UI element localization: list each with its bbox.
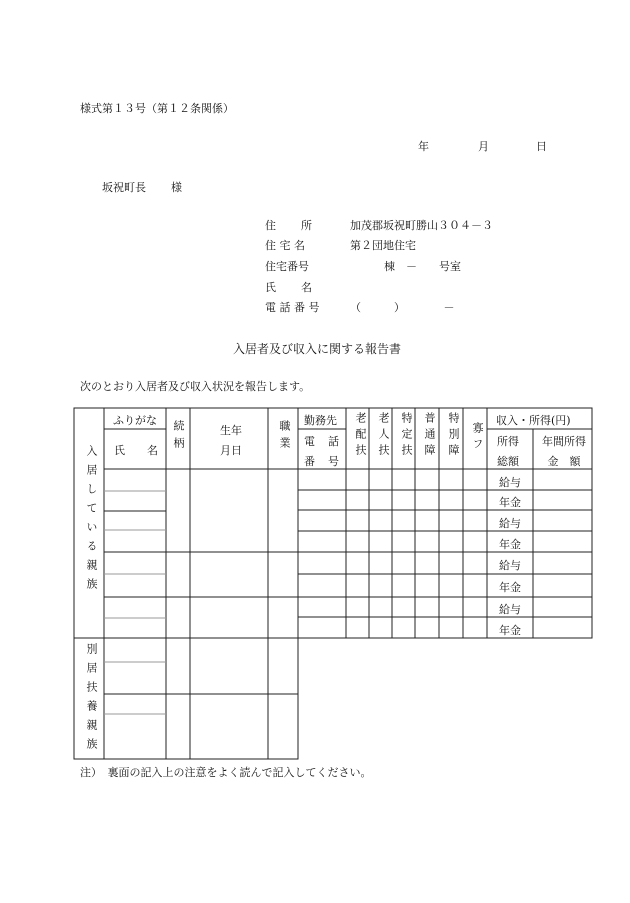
housing-no-value: 棟 － 号室 — [384, 260, 461, 273]
header-birth: 生年月日 — [220, 424, 242, 457]
header-job: 職業 — [278, 420, 291, 454]
row-pension-3: 年金 — [499, 581, 521, 594]
name-label: 氏 名 — [265, 281, 313, 294]
header-phone: 電 話番 号 — [304, 435, 340, 468]
header-widow: 寡フ — [471, 422, 484, 454]
group-resident-label: 入居している親族 — [85, 445, 98, 597]
group-separate-label: 別居扶養親族 — [85, 643, 98, 757]
form-number: 様式第１３号（第１２条関係） — [80, 102, 234, 115]
addressee-honorific: 様 — [171, 181, 182, 194]
header-special-dependent: 特定扶 — [400, 412, 413, 460]
housing-no-label: 住宅番号 — [265, 260, 309, 273]
housing-label: 住 宅 名 — [265, 239, 305, 252]
date-month: 月 — [478, 140, 489, 153]
header-elder: 老人扶 — [377, 412, 390, 460]
address-value: 加茂郡坂祝町勝山３０４－３ — [350, 219, 493, 232]
header-relation: 続柄 — [172, 420, 185, 454]
date-day: 日 — [536, 140, 547, 153]
header-name: 氏 名 — [114, 444, 158, 457]
phone-label: 電 話 番 号 — [265, 301, 320, 314]
header-disability: 普通障 — [423, 412, 436, 460]
row-salary-3: 給与 — [499, 559, 521, 572]
header-annual-income: 年間所得金 額 — [542, 435, 586, 468]
phone-value: （ ） － — [350, 301, 455, 314]
row-salary-1: 給与 — [499, 476, 521, 489]
row-pension-4: 年金 — [499, 624, 521, 637]
document-title: 入居者及び収入に関する報告書 — [233, 342, 402, 356]
intro-text: 次のとおり入居者及び収入状況を報告します。 — [80, 380, 311, 393]
row-pension-1: 年金 — [499, 496, 521, 509]
header-total-income: 所得総額 — [497, 435, 519, 468]
date-year: 年 — [418, 140, 429, 153]
housing-value: 第２団地住宅 — [350, 239, 416, 252]
row-pension-2: 年金 — [499, 538, 521, 551]
header-work: 勤務先 — [304, 414, 337, 427]
header-income: 収入・所得(円) — [496, 414, 571, 427]
row-salary-2: 給与 — [499, 517, 521, 530]
addressee-name: 坂祝町長 — [102, 181, 146, 194]
row-salary-4: 給与 — [499, 603, 521, 616]
footnote: 注） 裏面の記入上の注意をよく読んで記入してください。 — [80, 766, 372, 779]
header-elder-dependent: 老配扶 — [354, 412, 367, 460]
address-label: 住 所 — [265, 219, 313, 232]
header-furigana: ふりがな — [113, 414, 157, 427]
header-special-disability: 特別障 — [447, 412, 460, 460]
